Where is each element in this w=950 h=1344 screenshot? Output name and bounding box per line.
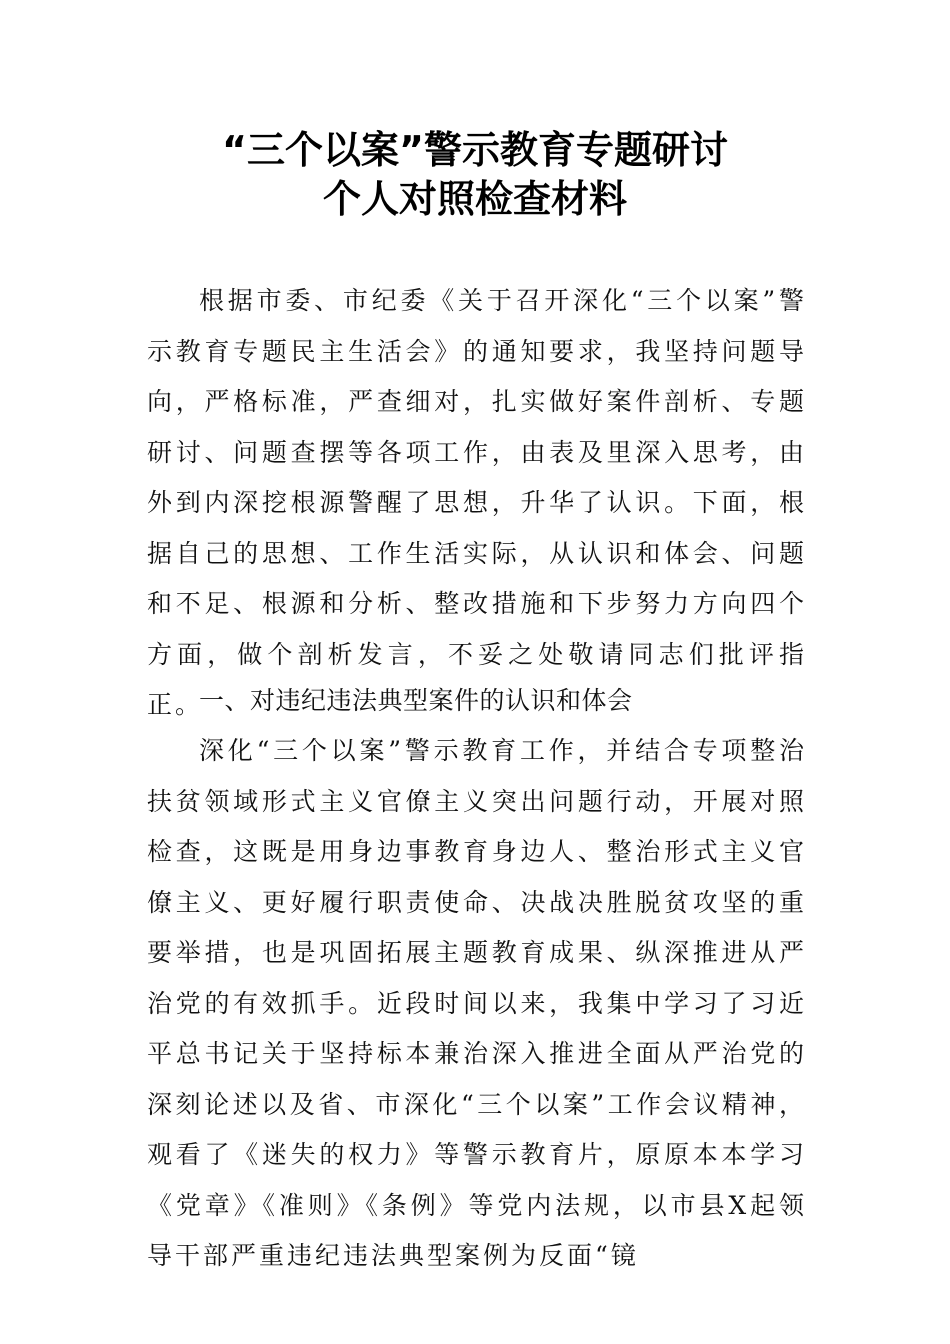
document-title-line-1: “三个以案”警示教育专题研讨	[222, 128, 728, 172]
paragraph-intro: 根据市委、市纪委《关于召开深化“三个以案”警示教育专题民主生活会》的通知要求，我坚持问题导向，严格标准，严查细对，扎实做好案件剖析、专题研讨、问题查摆等各项工作，由表及里深入思考，由外到内深挖根源警醒了思想，升华了认识。下面，根据自己的思想、工作生活实际，从认识和体会、问题和不足、根源和分析、整改措施和下步努力方向四个方面，做个剖析发言，不妥之处敬请同志们批评指正。	[147, 286, 807, 719]
paragraph-section-1: 深化“三个以案”警示教育工作，并结合专项整治扶贫领域形式主义官僚主义突出问题行动，开展对照检查，这既是用身边事教育身边人、整治形式主义官僚主义、更好履行职责使命、决战决胜脱贫攻坚的重要举措，也是巩固拓展主题教育成果、纵深推进从严治党的有效抓手。近段时间以来，我集中学习了习近平总书记关于坚持标本兼治深入推进全面从严治党的深刻论述以及省、市深化“三个以案”工作会议精神，观看了《迷失的权力》等警示教育片，原原本本学习《党章》《准则》《条例》等党内法规，以市县X起领导干部严重违纪违法典型案例为反面“镜	[147, 736, 807, 1270]
section-heading-1: 一、对违纪违法典型案件的认识和体会	[199, 686, 633, 715]
document-title-line-2: 个人对照检查材料	[322, 177, 627, 221]
